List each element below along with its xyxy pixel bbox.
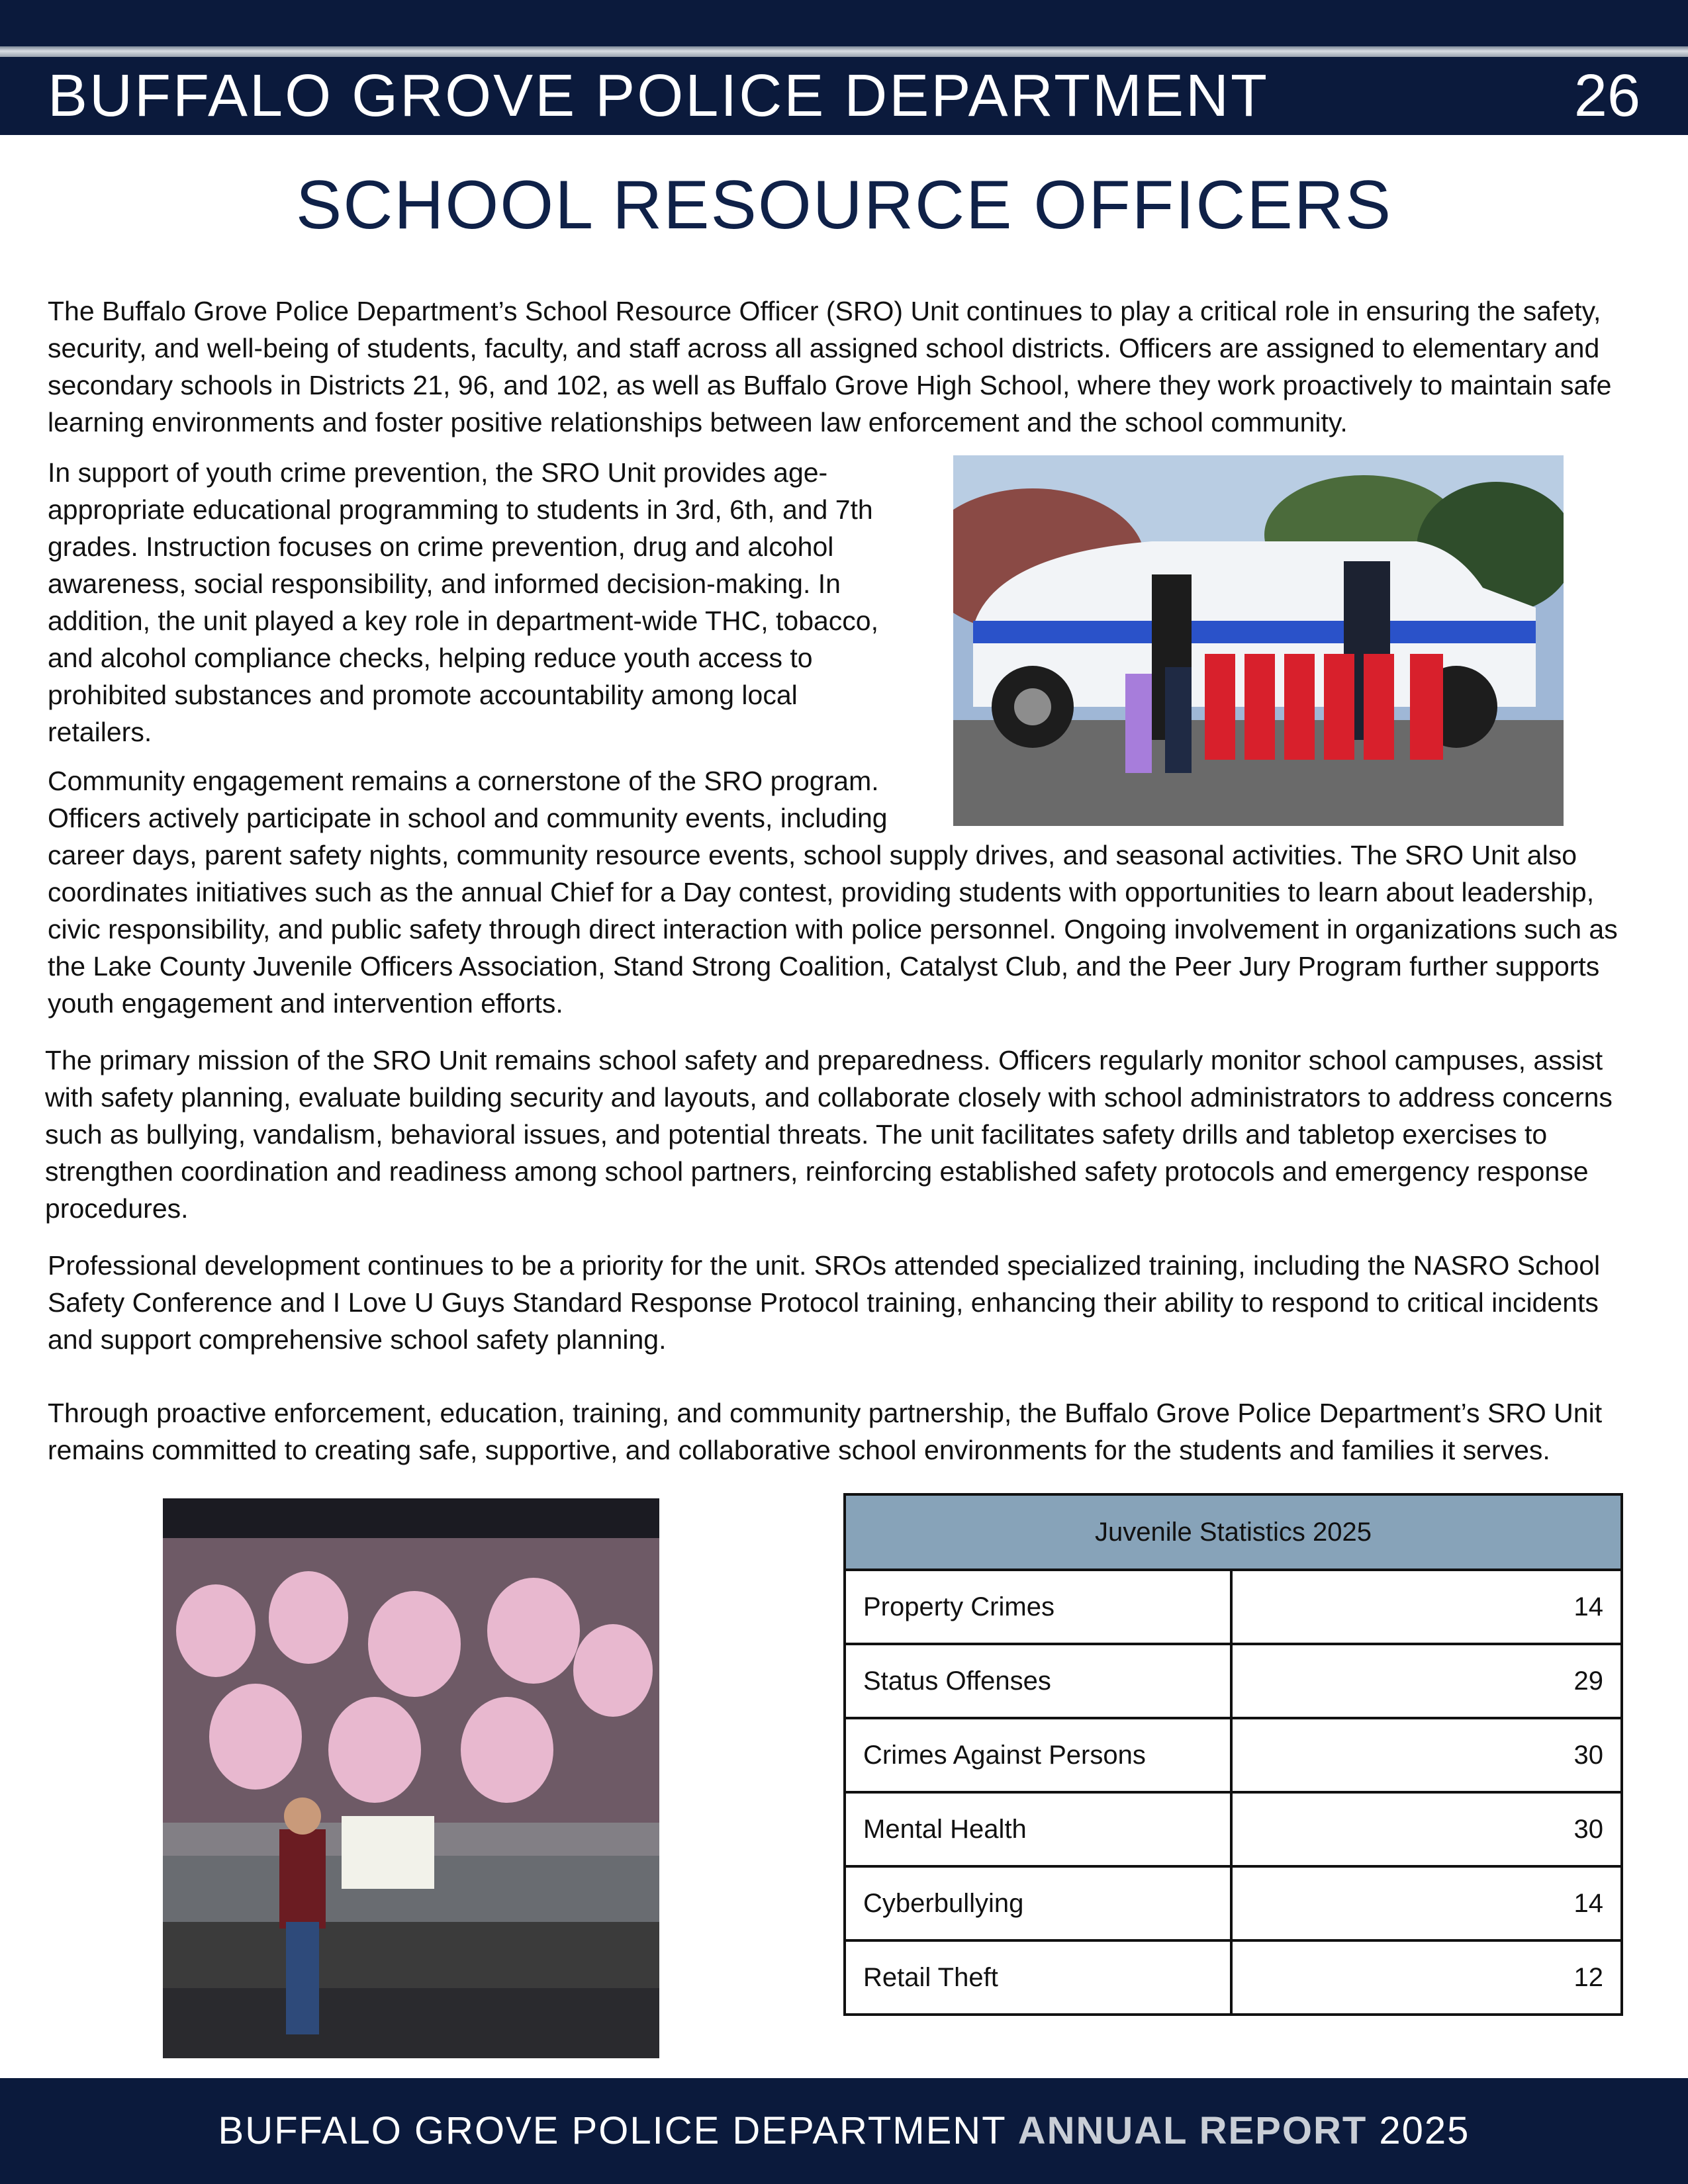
row-label: Status Offenses	[845, 1644, 1231, 1718]
table-row	[845, 1792, 1622, 1866]
page-number: 26	[1573, 63, 1640, 129]
row-value: 12	[1231, 1940, 1622, 2015]
header-silver-stripe	[0, 46, 1688, 57]
mission-paragraph: The primary mission of the SRO Unit remains school safety and preparedness. Officers regularly monitor school campuses, assist with safety planning, evaluate building security and layouts, and collaborate closely with school administrators to address concerns such as bullying, vandalism, behavioral issues, and potential threats. The unit facilitates safety drills and tabletop exercises to strengthen coordination and readiness among school partners, reinforcing established safety protocols and emergency response procedures.	[45, 1045, 1613, 1224]
table-title: Juvenile Statistics 2025	[845, 1494, 1622, 1570]
row-value: 30	[1231, 1718, 1622, 1792]
row-value: 29	[1231, 1644, 1622, 1718]
closing-paragraph: Through proactive enforcement, education, training, and community partnership, the Buffalo Grove Police Department’s SRO Unit remains committed to creating safe, supportive, and collaborative school environments for the students and families it serves.	[48, 1398, 1603, 1465]
table-row	[845, 1718, 1622, 1792]
table-row	[845, 1940, 1622, 2015]
training-paragraph: Professional development continues to be a priority for the unit. SROs attended specialized training, including the NASRO School Safety Conference and I Love U Guys Standard Response Protocol training, enhancing their ability to respond to critical incidents and support comprehensive school safety planning.	[48, 1250, 1601, 1355]
community-paragraph-start: Community engagement remains a cornerstone of the SRO program. Officers actively participate in school and community events, including	[48, 766, 888, 833]
sro-children-photo	[953, 455, 1564, 826]
header-top-bar	[0, 0, 1688, 46]
footer-year: 2025	[1367, 2109, 1470, 2152]
footer-text	[0, 2078, 1688, 2184]
row-value: 30	[1231, 1792, 1622, 1866]
row-label: Mental Health	[845, 1792, 1231, 1866]
row-value: 14	[1231, 1570, 1622, 1644]
table-row	[845, 1644, 1622, 1718]
intro-paragraph: The Buffalo Grove Police Department’s School Resource Officer (SRO) Unit continues to play a critical role in ensuring the safety, security, and well-being of students, faculty, and staff across all assigned school districts. Officers are assigned to elementary and secondary schools in Districts 21, 96, and 102, as well as Buffalo Grove High School, where they work proactively to maintain safe learning environments and foster positive relationships between law enforcement and the school community.	[48, 296, 1612, 437]
community-paragraph-end: career days, parent safety nights, community resource events, school supply drives, and seasonal activities. The SRO Unit also coordinates initiatives such as the annual Chief for a Day contest, providing students with opportunities to learn about leadership, civic responsibility, and public safety through direct interaction with police personnel. Ongoing involvement in organizations such as the Lake County Juvenile Officers Association, Stand Strong Coalition, Catalyst Club, and the Peer Jury Program further supports youth engagement and intervention efforts.	[48, 840, 1618, 1019]
row-label: Retail Theft	[845, 1940, 1231, 2015]
table-row	[845, 1866, 1622, 1940]
juvenile-statistics-table	[843, 1493, 1623, 2016]
footer-annual-report: ANNUAL REPORT	[1017, 2109, 1368, 2152]
header-title: BUFFALO GROVE POLICE DEPARTMENT	[48, 63, 1270, 129]
table-row	[845, 1570, 1622, 1644]
page-title: SCHOOL RESOURCE OFFICERS	[295, 167, 1393, 244]
footer-prefix: BUFFALO GROVE POLICE DEPARTMENT	[218, 2109, 1018, 2152]
student-section-photo	[163, 1498, 659, 2058]
row-label: Crimes Against Persons	[845, 1718, 1231, 1792]
prevention-paragraph: In support of youth crime prevention, the SRO Unit provides age-appropriate educational programming to students in 3rd, 6th, and 7th grades. Instruction focuses on crime prevention, drug and alcohol awareness, social responsibility, and informed decision-making. In addition, the unit played a key role in department-wide THC, tobacco, and alcohol compliance checks, helping reduce youth access to prohibited substances and promote accountability among local retailers.	[48, 457, 879, 747]
row-label: Property Crimes	[845, 1570, 1231, 1644]
row-label: Cyberbullying	[845, 1866, 1231, 1940]
row-value: 14	[1231, 1866, 1622, 1940]
